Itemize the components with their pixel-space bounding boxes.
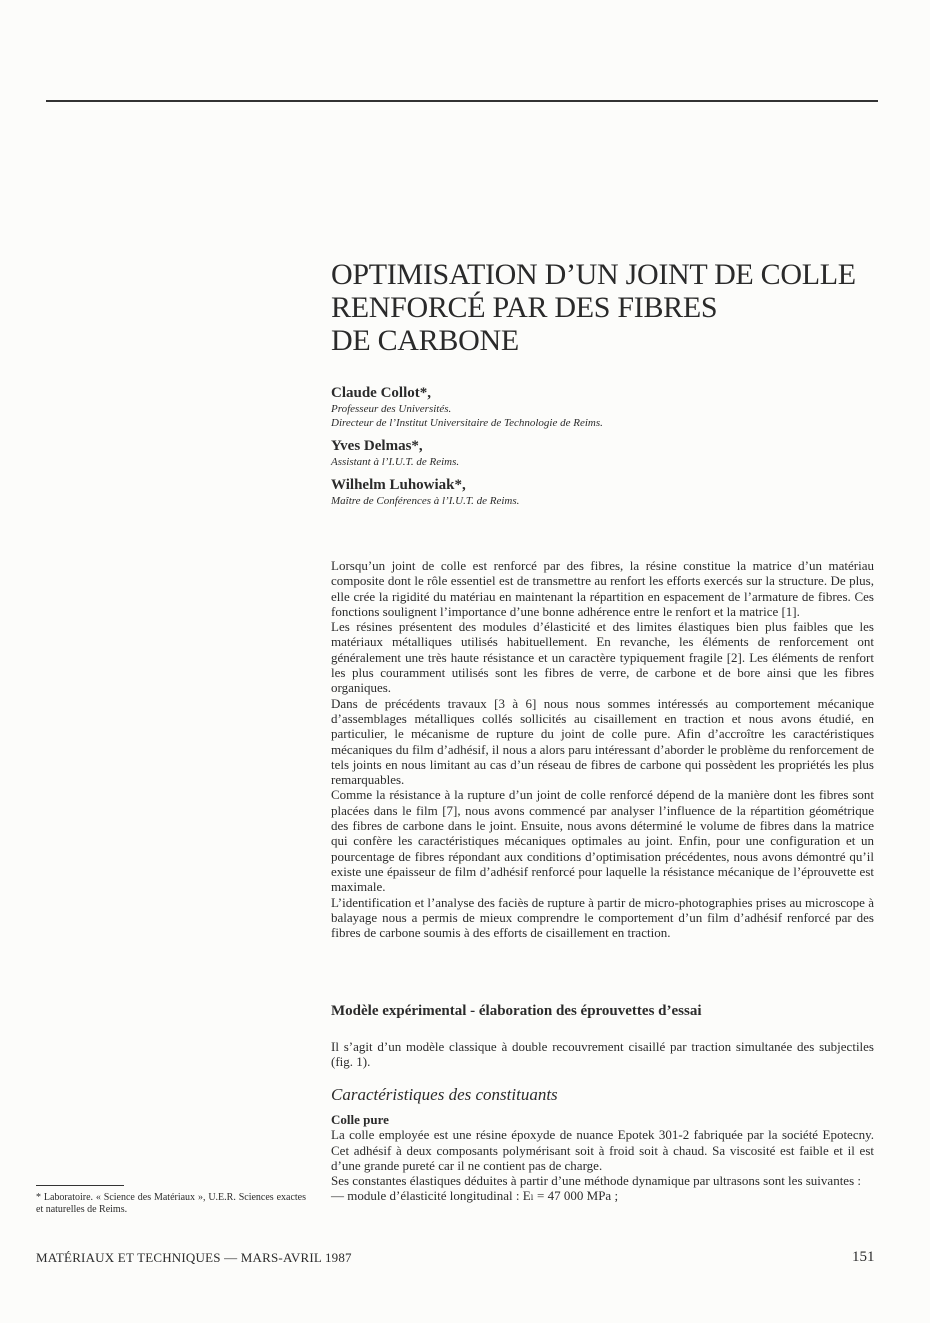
paragraph: Ses constantes élastiques déduites à partir d’une méthode dynamique par ultrasons sont les suivantes :	[331, 1173, 861, 1189]
author-delmas	[331, 437, 881, 469]
article-title	[331, 258, 891, 357]
author-affiliation: Assistant à l’I.U.T. de Reims.	[331, 456, 460, 468]
author-affiliation: Professeur des Universités.	[331, 403, 452, 415]
subsection-body	[331, 1112, 874, 1204]
paragraph: Comme la résistance à la rupture d’un joint de colle renforcé dépend de la manière dont les fibres sont placées dans le film [7], nous avons commencé par analyser l’influence de la répartition géométrique des fibres de carbone dans le joint. Ensuite, nous avons déterminé le volume de fibres dans la matrice qui confère les caractéristiques mécaniques optimales au joint. Enfin, pour une configuration et un pourcentage de fibres répondant aux conditions d’optimisation précédentes, nous avons démontré qu’il existe une épaisseur de film d’adhésif renforcé pour laquelle la résistance mécanique de l’éprouvette est maximale.	[331, 787, 874, 895]
paragraph: L’identification et l’analyse des faciès de rupture à partir de micro-photographies prises au microscope à balayage nous a permis de mieux comprendre le comportement d’un film d’adhésif renforcé par des fibres de carbone soumis à des efforts de cisaillement en traction.	[331, 894, 874, 941]
footnote-rule	[36, 1185, 124, 1186]
subsection-heading: Caractéristiques des constituants	[331, 1085, 558, 1104]
author-name: Claude Collot*,	[331, 385, 432, 401]
section-heading: Modèle expérimental - élaboration des éprouvettes d’essai	[331, 1003, 702, 1019]
title-line-1: OPTIMISATION D’UN JOINT DE COLLE	[331, 258, 856, 291]
paragraph: Les résines présentent des modules d’élasticité et des limites élastiques bien plus faibles que les matériaux métalliques utilisés habituellement. En revanche, les éléments de renforcement ont généralement une très haute résistance et un caractère typiquement fragile [2]. Les éléments de renfort les plus couramment utilisés sont les fibres de verre, de carbone et de bore ainsi que les fibres organiques.	[331, 619, 874, 696]
journal-footer: MATÉRIAUX ET TECHNIQUES — MARS-AVRIL 1987	[36, 1250, 352, 1265]
paragraph: Lorsqu’un joint de colle est renforcé par des fibres, la résine constitue la matrice d’un matériau composite dont le rôle essentiel est de transmettre au renfort les efforts exercés sur la structure. De plus, elle crée la rigidité du matériau en maintenant la répartition en espacement de l’armature de fibres. Ces fonctions soulignent l’importance d’une bonne adhérence entre le renfort et la matrice [1].	[331, 558, 874, 619]
paragraph: La colle employée est une résine époxyde de nuance Epotek 301-2 fabriquée par la société Epotecny. Cet adhésif à deux composants polymérisant soit à froid soit à chaud. Sa viscosité est faible et il est d’une grande pureté car il ne contient pas de charge.	[331, 1127, 874, 1173]
author-affiliation: Maître de Conférences à l’I.U.T. de Reims.	[331, 495, 520, 507]
title-line-3: DE CARBONE	[331, 324, 519, 357]
introduction-text	[331, 558, 874, 940]
author-collot	[331, 384, 881, 430]
subsubsection-heading: Colle pure	[331, 1112, 389, 1127]
author-list	[331, 384, 881, 515]
title-line-2: RENFORCÉ PAR DES FIBRES	[331, 291, 718, 324]
footnote: * Laboratoire. « Science des Matériaux », U.E.R. Sciences exactes et naturelles de Reims.	[36, 1192, 306, 1215]
page-number: 151	[852, 1249, 875, 1265]
list-item: — module d’élasticité longitudinal : Eₗ = 47 000 MPa ;	[331, 1188, 619, 1204]
top-rule	[46, 100, 878, 102]
author-name: Wilhelm Luhowiak*,	[331, 477, 466, 493]
author-name: Yves Delmas*,	[331, 438, 423, 454]
paragraph: Dans de précédents travaux [3 à 6] nous nous sommes intéressés au comportement mécanique d’assemblages métalliques collés sollicités au cisaillement en traction et nous avons étudié, en particulier, le mécanisme de rupture du joint de colle pure. Afin d’accroître les caractéristiques mécaniques du film d’adhésif, il nous a alors paru intéressant d’aborder le problème du renforcement de tels joints en nous limitant au cas d’un réseau de fibres de carbone qui possèdent les propriétés les plus remarquables.	[331, 695, 874, 788]
section-paragraph: Il s’agit d’un modèle classique à double recouvrement cisaillé par traction simultanée des subjectiles (fig. 1).	[331, 1039, 874, 1070]
author-luhowiak	[331, 476, 881, 508]
author-affiliation: Directeur de l’Institut Universitaire de Technologie de Reims.	[331, 417, 603, 429]
